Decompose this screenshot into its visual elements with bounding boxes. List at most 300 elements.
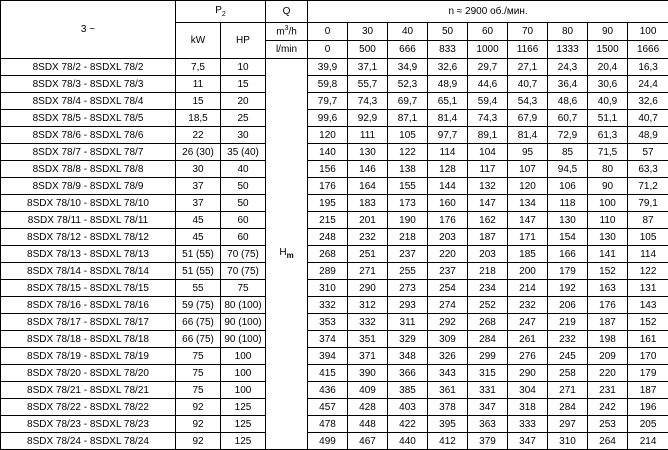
head-value-cell: 71,5 (588, 144, 628, 161)
head-value-cell: 114 (428, 144, 468, 161)
table-row (1, 433, 668, 450)
flow-m3h-4: 60 (468, 23, 508, 41)
power-hp-cell: 30 (221, 127, 266, 144)
head-value-cell: 247 (508, 314, 548, 331)
power-hp-cell: 100 (221, 348, 266, 365)
head-value-cell: 353 (308, 314, 348, 331)
head-value-cell: 187 (628, 382, 668, 399)
head-value-cell: 141 (588, 246, 628, 263)
head-value-cell: 206 (548, 297, 588, 314)
table-row (1, 297, 668, 314)
head-value-cell: 284 (548, 399, 588, 416)
head-value-cell: 87 (628, 212, 668, 229)
head-value-cell: 107 (508, 161, 548, 178)
head-value-cell: 351 (348, 331, 388, 348)
power-kw-cell: 45 (176, 229, 221, 246)
head-value-cell: 203 (468, 246, 508, 263)
table-row (1, 110, 668, 127)
head-value-cell: 428 (348, 399, 388, 416)
head-value-cell: 176 (308, 178, 348, 195)
head-value-cell: 114 (628, 246, 668, 263)
head-value-cell: 81,4 (508, 127, 548, 144)
head-value-cell: 261 (508, 331, 548, 348)
head-value-cell: 48,9 (628, 127, 668, 144)
model-cell: 8SDX 78/3 - 8SDXL 78/3 (1, 76, 176, 93)
head-value-cell: 231 (588, 382, 628, 399)
power-hp-cell: 20 (221, 93, 266, 110)
power-kw-cell: 11 (176, 76, 221, 93)
head-value-cell: 378 (428, 399, 468, 416)
model-cell: 8SDX 78/13 - 8SDXL 78/13 (1, 246, 176, 263)
flow-lmin-2: 666 (388, 41, 428, 59)
head-value-cell: 374 (308, 331, 348, 348)
header-p2-label: P (215, 5, 222, 16)
head-value-cell: 176 (428, 212, 468, 229)
flow-m3h-8: 100 (628, 23, 668, 41)
head-value-cell: 255 (388, 263, 428, 280)
head-value-cell: 65,1 (428, 93, 468, 110)
head-value-cell: 155 (388, 178, 428, 195)
header-q-unit-m3h-sup: 3 (285, 25, 289, 32)
table-row (1, 263, 668, 280)
power-kw-cell: 92 (176, 416, 221, 433)
head-value-cell: 111 (348, 127, 388, 144)
power-hp-cell: 10 (221, 59, 266, 76)
head-value-cell: 304 (508, 382, 548, 399)
head-value-cell: 67,9 (508, 110, 548, 127)
power-hp-cell: 40 (221, 161, 266, 178)
power-hp-cell: 75 (221, 280, 266, 297)
head-value-cell: 203 (428, 229, 468, 246)
head-value-cell: 79,7 (308, 93, 348, 110)
head-value-cell: 90 (588, 178, 628, 195)
power-hp-cell: 50 (221, 195, 266, 212)
head-value-cell: 361 (428, 382, 468, 399)
power-kw-cell: 51 (55) (176, 263, 221, 280)
head-value-cell: 144 (428, 178, 468, 195)
head-value-cell: 74,3 (348, 93, 388, 110)
table-row (1, 161, 668, 178)
head-value-cell: 195 (308, 195, 348, 212)
head-value-cell: 48,9 (428, 76, 468, 93)
power-kw-cell: 75 (176, 382, 221, 399)
flow-lmin-1: 500 (348, 41, 388, 59)
header-q-unit-m3h (266, 23, 308, 41)
header-q-unit-lmin: l/min (266, 41, 308, 59)
head-value-cell: 436 (308, 382, 348, 399)
head-value-cell: 97,7 (428, 127, 468, 144)
flow-m3h-6: 80 (548, 23, 588, 41)
head-value-cell: 152 (588, 263, 628, 280)
head-value-cell: 310 (548, 433, 588, 450)
model-cell: 8SDX 78/6 - 8SDXL 78/6 (1, 127, 176, 144)
head-value-cell: 94,5 (548, 161, 588, 178)
head-value-cell: 218 (468, 263, 508, 280)
head-value-cell: 61,3 (588, 127, 628, 144)
power-hp-cell: 90 (100) (221, 331, 266, 348)
power-hp-cell: 125 (221, 399, 266, 416)
head-axis-label-unit: m (287, 251, 294, 260)
power-kw-cell: 75 (176, 348, 221, 365)
head-value-cell: 147 (468, 195, 508, 212)
head-value-cell: 215 (308, 212, 348, 229)
head-value-cell: 290 (348, 280, 388, 297)
head-value-cell: 44,6 (468, 76, 508, 93)
head-value-cell: 48,6 (548, 93, 588, 110)
head-value-cell: 51,1 (588, 110, 628, 127)
model-cell: 8SDX 78/22 - 8SDXL 78/22 (1, 399, 176, 416)
head-axis-label (266, 59, 308, 450)
head-value-cell: 24,4 (628, 76, 668, 93)
head-value-cell: 394 (308, 348, 348, 365)
head-value-cell: 457 (308, 399, 348, 416)
header-q-unit-m3h-base: m (276, 27, 284, 38)
head-value-cell: 200 (508, 263, 548, 280)
table-row (1, 416, 668, 433)
head-value-cell: 120 (508, 178, 548, 195)
head-value-cell: 251 (348, 246, 388, 263)
model-cell: 8SDX 78/24 - 8SDXL 78/24 (1, 433, 176, 450)
head-value-cell: 87,1 (388, 110, 428, 127)
model-cell: 8SDX 78/23 - 8SDXL 78/23 (1, 416, 176, 433)
power-kw-cell: 55 (176, 280, 221, 297)
power-hp-cell: 15 (221, 76, 266, 93)
head-value-cell: 110 (588, 212, 628, 229)
head-value-cell: 36,4 (548, 76, 588, 93)
power-kw-cell: 66 (75) (176, 314, 221, 331)
power-kw-cell: 51 (55) (176, 246, 221, 263)
head-value-cell: 371 (348, 348, 388, 365)
head-value-cell: 201 (348, 212, 388, 229)
head-value-cell: 140 (308, 144, 348, 161)
header-row-top (1, 1, 668, 23)
head-value-cell: 242 (588, 399, 628, 416)
power-hp-cell: 60 (221, 229, 266, 246)
power-kw-cell: 30 (176, 161, 221, 178)
power-kw-cell: 22 (176, 127, 221, 144)
head-value-cell: 289 (308, 263, 348, 280)
head-value-cell: 120 (308, 127, 348, 144)
table-row (1, 93, 668, 110)
model-cell: 8SDX 78/21 - 8SDXL 78/21 (1, 382, 176, 399)
model-cell: 8SDX 78/8 - 8SDXL 78/8 (1, 161, 176, 178)
head-value-cell: 143 (628, 297, 668, 314)
power-hp-cell: 50 (221, 178, 266, 195)
table-row (1, 399, 668, 416)
head-value-cell: 366 (388, 365, 428, 382)
head-value-cell: 252 (468, 297, 508, 314)
head-value-cell: 248 (308, 229, 348, 246)
head-value-cell: 499 (308, 433, 348, 450)
head-value-cell: 310 (308, 280, 348, 297)
head-value-cell: 467 (348, 433, 388, 450)
power-kw-cell: 18,5 (176, 110, 221, 127)
power-hp-cell: 90 (100) (221, 314, 266, 331)
power-kw-cell: 92 (176, 433, 221, 450)
table-row (1, 246, 668, 263)
head-value-cell: 162 (468, 212, 508, 229)
head-value-cell: 106 (548, 178, 588, 195)
head-value-cell: 390 (348, 365, 388, 382)
head-value-cell: 190 (388, 212, 428, 229)
power-kw-cell: 59 (75) (176, 297, 221, 314)
head-value-cell: 333 (508, 416, 548, 433)
head-value-cell: 146 (348, 161, 388, 178)
head-value-cell: 395 (428, 416, 468, 433)
power-hp-cell: 125 (221, 433, 266, 450)
head-value-cell: 332 (348, 314, 388, 331)
head-value-cell: 179 (628, 365, 668, 382)
flow-m3h-3: 50 (428, 23, 468, 41)
head-value-cell: 409 (348, 382, 388, 399)
head-value-cell: 185 (508, 246, 548, 263)
head-value-cell: 331 (468, 382, 508, 399)
head-value-cell: 347 (468, 399, 508, 416)
head-value-cell: 118 (548, 195, 588, 212)
flow-lmin-7: 1500 (588, 41, 628, 59)
power-hp-cell: 60 (221, 212, 266, 229)
head-value-cell: 179 (548, 263, 588, 280)
head-value-cell: 379 (468, 433, 508, 450)
flow-m3h-7: 90 (588, 23, 628, 41)
head-value-cell: 258 (548, 365, 588, 382)
head-value-cell: 154 (548, 229, 588, 246)
head-value-cell: 268 (308, 246, 348, 263)
model-cell: 8SDX 78/11 - 8SDXL 78/11 (1, 212, 176, 229)
head-value-cell: 130 (548, 212, 588, 229)
head-value-cell: 16,3 (628, 59, 668, 76)
head-value-cell: 105 (628, 229, 668, 246)
head-value-cell: 297 (548, 416, 588, 433)
head-value-cell: 440 (388, 433, 428, 450)
head-value-cell: 80 (588, 161, 628, 178)
power-kw-cell: 92 (176, 399, 221, 416)
table-row (1, 382, 668, 399)
head-value-cell: 131 (628, 280, 668, 297)
head-value-cell: 329 (388, 331, 428, 348)
head-value-cell: 196 (628, 399, 668, 416)
head-value-cell: 55,7 (348, 76, 388, 93)
head-value-cell: 268 (468, 314, 508, 331)
header-model-phase: 3 ~ (1, 1, 176, 59)
head-value-cell: 290 (508, 365, 548, 382)
head-value-cell: 293 (388, 297, 428, 314)
table-row (1, 314, 668, 331)
head-value-cell: 30,6 (588, 76, 628, 93)
power-hp-cell: 100 (221, 382, 266, 399)
table-row (1, 365, 668, 382)
model-cell: 8SDX 78/7 - 8SDXL 78/7 (1, 144, 176, 161)
head-value-cell: 187 (468, 229, 508, 246)
head-value-cell: 69,7 (388, 93, 428, 110)
head-value-cell: 122 (628, 263, 668, 280)
head-value-cell: 385 (388, 382, 428, 399)
head-value-cell: 403 (388, 399, 428, 416)
head-value-cell: 309 (428, 331, 468, 348)
pump-table-body (1, 59, 668, 450)
head-value-cell: 214 (508, 280, 548, 297)
table-row (1, 280, 668, 297)
power-kw-cell: 26 (30) (176, 144, 221, 161)
head-value-cell: 54,3 (508, 93, 548, 110)
head-value-cell: 219 (548, 314, 588, 331)
table-row (1, 144, 668, 161)
head-value-cell: 170 (628, 348, 668, 365)
head-value-cell: 39,9 (308, 59, 348, 76)
head-value-cell: 245 (548, 348, 588, 365)
head-value-cell: 138 (388, 161, 428, 178)
flow-lmin-3: 833 (428, 41, 468, 59)
model-cell: 8SDX 78/12 - 8SDXL 78/12 (1, 229, 176, 246)
head-value-cell: 332 (308, 297, 348, 314)
flow-lmin-8: 1666 (628, 41, 668, 59)
head-value-cell: 214 (628, 433, 668, 450)
model-cell: 8SDX 78/20 - 8SDXL 78/20 (1, 365, 176, 382)
head-value-cell: 63,3 (628, 161, 668, 178)
head-value-cell: 183 (348, 195, 388, 212)
table-row (1, 229, 668, 246)
power-kw-cell: 7,5 (176, 59, 221, 76)
power-kw-cell: 66 (75) (176, 331, 221, 348)
head-value-cell: 24,3 (548, 59, 588, 76)
power-kw-cell: 37 (176, 195, 221, 212)
head-value-cell: 220 (428, 246, 468, 263)
table-row (1, 331, 668, 348)
head-value-cell: 171 (508, 229, 548, 246)
power-hp-cell: 35 (40) (221, 144, 266, 161)
head-value-cell: 152 (628, 314, 668, 331)
flow-lmin-6: 1333 (548, 41, 588, 59)
head-value-cell: 20,4 (588, 59, 628, 76)
head-value-cell: 32,6 (428, 59, 468, 76)
head-value-cell: 32,6 (628, 93, 668, 110)
head-value-cell: 315 (468, 365, 508, 382)
flow-lmin-0: 0 (308, 41, 348, 59)
model-cell: 8SDX 78/5 - 8SDXL 78/5 (1, 110, 176, 127)
head-value-cell: 134 (508, 195, 548, 212)
head-value-cell: 284 (468, 331, 508, 348)
table-row (1, 195, 668, 212)
power-kw-cell: 45 (176, 212, 221, 229)
flow-lmin-5: 1166 (508, 41, 548, 59)
model-cell: 8SDX 78/4 - 8SDXL 78/4 (1, 93, 176, 110)
head-value-cell: 311 (388, 314, 428, 331)
head-value-cell: 299 (468, 348, 508, 365)
head-value-cell: 130 (348, 144, 388, 161)
head-value-cell: 128 (428, 161, 468, 178)
head-value-cell: 478 (308, 416, 348, 433)
head-value-cell: 218 (388, 229, 428, 246)
head-value-cell: 232 (508, 297, 548, 314)
head-value-cell: 59,8 (308, 76, 348, 93)
head-value-cell: 422 (388, 416, 428, 433)
model-cell: 8SDX 78/17 - 8SDXL 78/17 (1, 314, 176, 331)
header-q: Q (266, 1, 308, 23)
head-value-cell: 27,1 (508, 59, 548, 76)
head-value-cell: 232 (348, 229, 388, 246)
header-hp: HP (221, 23, 266, 59)
table-row (1, 76, 668, 93)
head-value-cell: 209 (588, 348, 628, 365)
header-kw: kW (176, 23, 221, 59)
power-hp-cell: 25 (221, 110, 266, 127)
head-value-cell: 198 (588, 331, 628, 348)
model-cell: 8SDX 78/16 - 8SDXL 78/16 (1, 297, 176, 314)
head-value-cell: 220 (588, 365, 628, 382)
head-value-cell: 122 (388, 144, 428, 161)
power-hp-cell: 70 (75) (221, 263, 266, 280)
header-q-unit-m3h-rest: /h (288, 27, 296, 38)
model-cell: 8SDX 78/14 - 8SDXL 78/14 (1, 263, 176, 280)
power-hp-cell: 125 (221, 416, 266, 433)
power-kw-cell: 15 (176, 93, 221, 110)
model-cell: 8SDX 78/2 - 8SDXL 78/2 (1, 59, 176, 76)
head-value-cell: 273 (388, 280, 428, 297)
head-value-cell: 85 (548, 144, 588, 161)
table-row (1, 212, 668, 229)
head-value-cell: 132 (468, 178, 508, 195)
head-value-cell: 415 (308, 365, 348, 382)
head-value-cell: 40,7 (508, 76, 548, 93)
model-cell: 8SDX 78/10 - 8SDXL 78/10 (1, 195, 176, 212)
flow-lmin-4: 1000 (468, 41, 508, 59)
head-value-cell: 176 (588, 297, 628, 314)
head-value-cell: 59,4 (468, 93, 508, 110)
head-value-cell: 232 (548, 331, 588, 348)
head-value-cell: 60,7 (548, 110, 588, 127)
head-value-cell: 95 (508, 144, 548, 161)
head-value-cell: 105 (388, 127, 428, 144)
head-value-cell: 318 (508, 399, 548, 416)
head-value-cell: 326 (428, 348, 468, 365)
head-value-cell: 57 (628, 144, 668, 161)
head-value-cell: 237 (388, 246, 428, 263)
flow-m3h-5: 70 (508, 23, 548, 41)
head-value-cell: 192 (548, 280, 588, 297)
head-value-cell: 234 (468, 280, 508, 297)
head-value-cell: 347 (508, 433, 548, 450)
head-value-cell: 74,3 (468, 110, 508, 127)
table-row (1, 178, 668, 195)
head-value-cell: 156 (308, 161, 348, 178)
head-value-cell: 448 (348, 416, 388, 433)
power-kw-cell: 37 (176, 178, 221, 195)
model-cell: 8SDX 78/15 - 8SDXL 78/15 (1, 280, 176, 297)
table-row (1, 59, 668, 76)
power-hp-cell: 70 (75) (221, 246, 266, 263)
head-value-cell: 237 (428, 263, 468, 280)
head-value-cell: 130 (588, 229, 628, 246)
header-speed: n ≈ 2900 об./мин. (308, 1, 668, 23)
head-value-cell: 173 (388, 195, 428, 212)
head-value-cell: 40,7 (628, 110, 668, 127)
head-value-cell: 271 (548, 382, 588, 399)
head-value-cell: 81,4 (428, 110, 468, 127)
head-value-cell: 187 (588, 314, 628, 331)
head-value-cell: 164 (348, 178, 388, 195)
head-value-cell: 292 (428, 314, 468, 331)
head-value-cell: 163 (588, 280, 628, 297)
head-value-cell: 271 (348, 263, 388, 280)
head-value-cell: 205 (628, 416, 668, 433)
model-cell: 8SDX 78/18 - 8SDXL 78/18 (1, 331, 176, 348)
power-kw-cell: 75 (176, 365, 221, 382)
head-value-cell: 29,7 (468, 59, 508, 76)
head-value-cell: 34,9 (388, 59, 428, 76)
head-value-cell: 37,1 (348, 59, 388, 76)
head-value-cell: 312 (348, 297, 388, 314)
model-cell: 8SDX 78/19 - 8SDXL 78/19 (1, 348, 176, 365)
